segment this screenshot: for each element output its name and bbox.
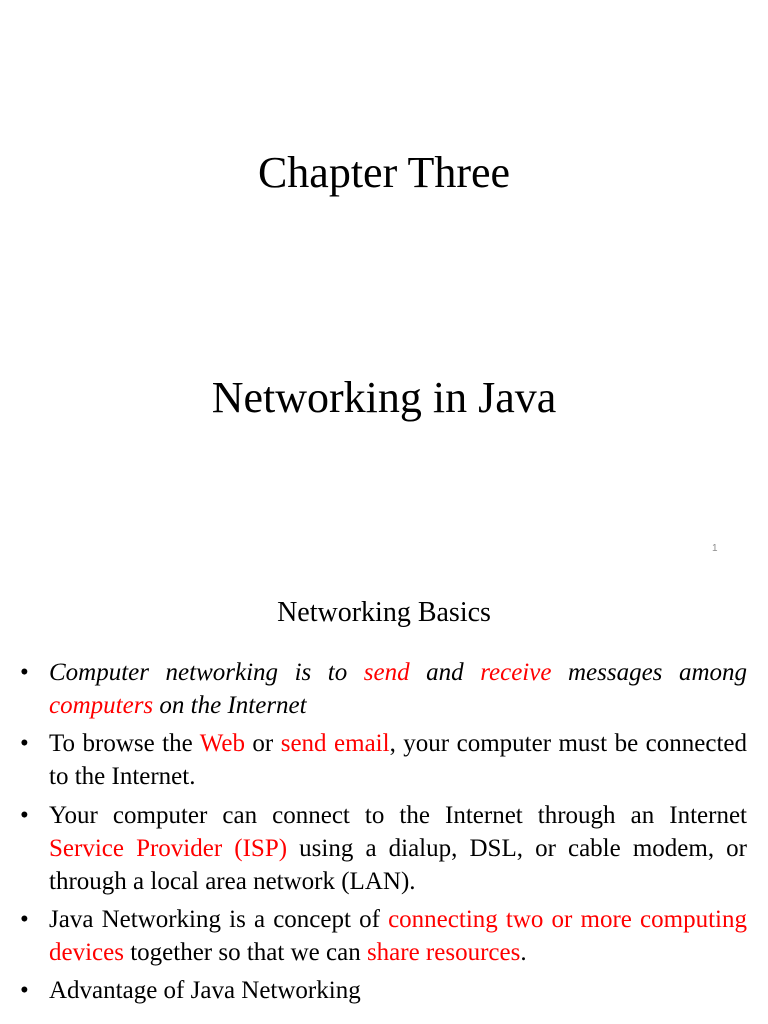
highlight-span: receive: [480, 659, 552, 686]
page-number: 1: [712, 543, 718, 554]
text-span: Java Networking is a concept of: [49, 906, 389, 933]
bullet-icon: •: [20, 906, 29, 933]
text-span: Your computer can connect to the Internet through an Internet: [49, 802, 747, 829]
bullet-list: [0, 656, 768, 1007]
bullet-item: [0, 799, 768, 898]
text-span: together so that we can: [123, 939, 367, 966]
highlight-span: send: [363, 659, 410, 686]
bullet-icon: •: [20, 802, 29, 829]
chapter-subtitle: Networking in Java: [211, 373, 557, 422]
text-span: Advantage of Java Networking: [49, 977, 361, 1004]
section-title: Networking Basics: [277, 597, 491, 628]
text-span: and: [409, 659, 481, 686]
bullet-item: [0, 974, 768, 1007]
text-span: or: [244, 730, 281, 757]
slide-2: [0, 576, 768, 1024]
bullet-text: [49, 802, 747, 895]
text-span: messages among: [551, 659, 748, 686]
highlight-span: computers: [49, 692, 154, 719]
highlight-span: connecting two or more computing devices: [49, 906, 747, 966]
text-span: To browse the: [49, 730, 200, 757]
bullet-text: [49, 977, 361, 1004]
bullet-text: [49, 906, 747, 966]
text-span: using a dialup, DSL, or cable modem, or through a local area network (LAN).: [49, 835, 747, 895]
highlight-span: share resources: [366, 939, 521, 966]
highlight-span: send email: [280, 730, 390, 757]
highlight-span: Web: [199, 730, 245, 757]
bullet-item: [0, 903, 768, 969]
text-span: Computer networking is to: [49, 659, 364, 686]
chapter-title: Chapter Three: [257, 148, 511, 197]
text-span: , your computer must be connected to the Internet.: [49, 730, 747, 790]
bullet-item: [0, 656, 768, 722]
bullet-icon: •: [20, 730, 29, 757]
bullet-item: [0, 727, 768, 793]
highlight-span: Service Provider (ISP): [49, 835, 288, 862]
bullet-text: [49, 659, 747, 719]
bullet-text: [49, 730, 747, 790]
bullet-icon: •: [20, 977, 29, 1004]
text-span: .: [520, 939, 527, 966]
text-span: on the Internet: [153, 692, 307, 719]
bullet-icon: •: [20, 659, 29, 686]
